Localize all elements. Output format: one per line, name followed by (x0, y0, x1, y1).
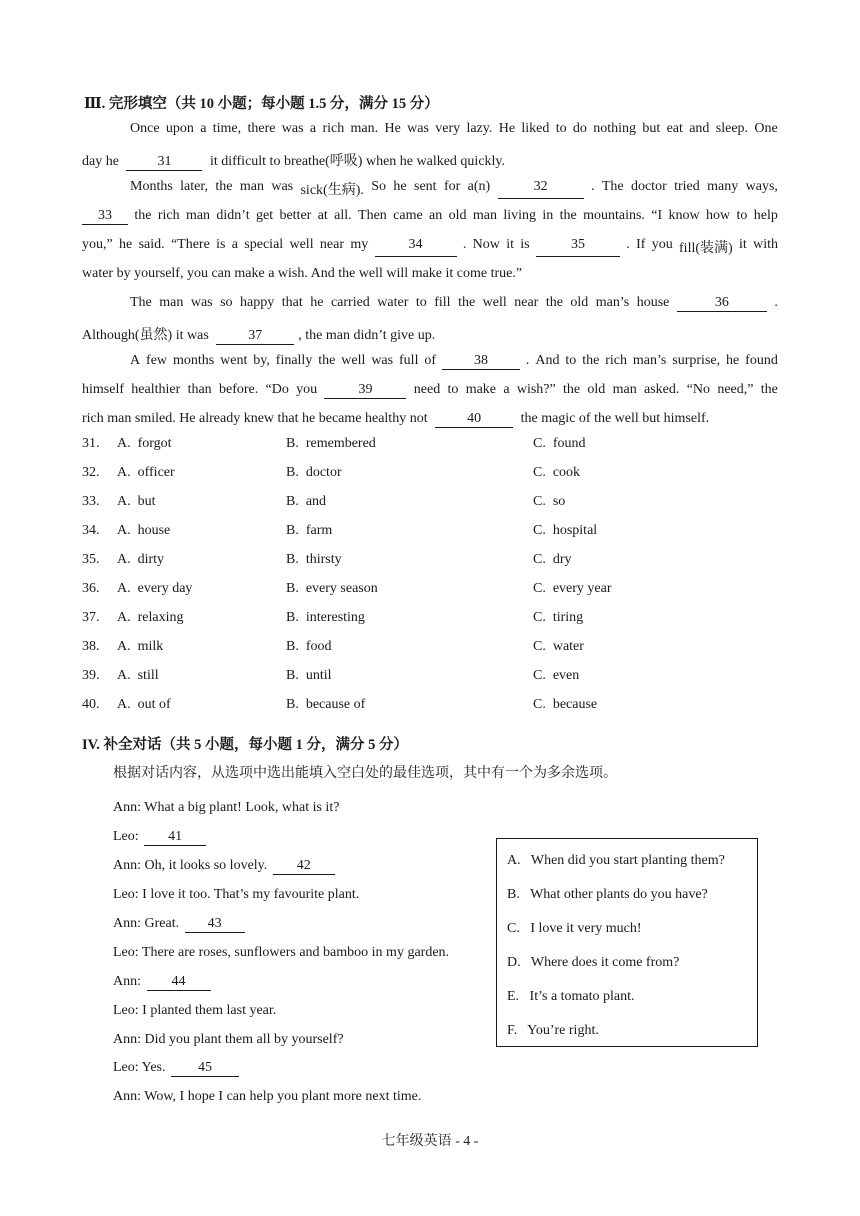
passage-word: tried (674, 179, 700, 194)
option-b[interactable]: B. farm (286, 523, 333, 538)
passage-word: for (443, 179, 461, 194)
answer-blank[interactable]: 45 (171, 1060, 239, 1077)
option-b[interactable]: B. until (286, 668, 332, 683)
choice-option[interactable]: A. When did you start planting them? (507, 853, 725, 868)
dialog-text: Ann: Did you plant them all by yourself? (113, 1032, 344, 1047)
question-number: 33. (82, 494, 100, 509)
choice-option[interactable]: B. What other plants do you have? (507, 887, 708, 902)
passage-word: water (377, 295, 409, 310)
option-a[interactable]: A. dirty (117, 552, 165, 567)
option-c[interactable]: C. so (533, 494, 566, 509)
passage-word: the (563, 382, 581, 397)
passage-word: a (200, 121, 207, 136)
passage-word: near (514, 295, 539, 310)
dialog-line (113, 916, 245, 933)
choice-option[interactable]: F. You’re right. (507, 1023, 599, 1038)
passage-word: Once (130, 121, 160, 136)
dialog-line (113, 945, 449, 961)
passage-word: it (738, 237, 747, 252)
passage-word: living (503, 208, 536, 223)
option-c[interactable]: C. water (533, 639, 584, 654)
passage-line (130, 295, 778, 312)
passage-word: ways, (745, 179, 778, 194)
passage-word: was (371, 353, 394, 368)
passage-word: at (317, 208, 328, 223)
passage-word: full (399, 353, 419, 368)
section-4-title: IV. 补全对话（共 5 小题，每小题 1 分，满分 5 分） (82, 737, 408, 753)
option-a[interactable]: A. still (117, 668, 159, 683)
passage-word: A (130, 353, 141, 368)
passage-word: old (587, 382, 606, 397)
page-footer: 七年级英语 - 4 - (381, 1134, 479, 1149)
passage-word: “Do (265, 382, 289, 397)
question-number: 31. (82, 436, 100, 451)
passage-line (130, 121, 778, 137)
passage-word: found (745, 353, 778, 368)
option-c[interactable]: C. dry (533, 552, 572, 567)
passage-word: help (753, 208, 778, 223)
passage-word: get (255, 208, 274, 223)
option-b[interactable]: B. because of (286, 697, 366, 712)
passage-line (82, 237, 778, 257)
passage-word: near (319, 237, 344, 252)
passage-word: himself (82, 382, 124, 397)
passage-word: If (636, 237, 646, 252)
passage-word: Now (472, 237, 500, 252)
passage-word: few (146, 353, 168, 368)
dialog-text: Ann: (113, 974, 145, 989)
question-number: 34. (82, 523, 100, 538)
passage-word: is (520, 237, 530, 252)
passage-word: how (706, 208, 731, 223)
passage-word: he (310, 295, 324, 310)
passage-word: sleep. (715, 121, 749, 136)
option-b[interactable]: B. food (286, 639, 332, 654)
answer-blank[interactable]: 43 (185, 916, 245, 933)
dialog-text: Ann: Great. (113, 916, 183, 931)
question-number: 38. (82, 639, 100, 654)
option-b[interactable]: B. interesting (286, 610, 365, 625)
passage-word: better (279, 208, 312, 223)
passage-word: upon (165, 121, 194, 136)
option-b[interactable]: B. thirsty (286, 552, 342, 567)
passage-word: was (281, 121, 304, 136)
choice-option[interactable]: C. I love it very much! (507, 921, 642, 936)
passage-word: to (447, 382, 459, 397)
dialog-line (113, 1032, 344, 1048)
passage-word: many (707, 179, 739, 194)
passage-word: “There (170, 237, 210, 252)
option-a[interactable]: A. milk (117, 639, 164, 654)
passage-word: with (753, 237, 778, 252)
passage-word: rich (605, 353, 627, 368)
passage-word: you (651, 237, 673, 252)
dialog-text: Leo: There are roses, sunflowers and bamboo in my garden. (113, 945, 450, 960)
passage-line (130, 179, 778, 199)
dialog-line (113, 858, 335, 875)
dialog-text: Leo: I planted them last year. (113, 1003, 277, 1018)
answer-blank[interactable]: 33 (82, 208, 128, 225)
passage-word: mountains. (583, 208, 645, 223)
option-a[interactable]: A. house (117, 523, 171, 538)
passage-word: to (736, 208, 748, 223)
question-number: 40. (82, 697, 100, 712)
passage-word: man (239, 179, 264, 194)
option-a[interactable]: A. every day (117, 581, 193, 596)
passage-word: doctor (630, 179, 667, 194)
passage-text: water by yourself, you can make a wish. And the well will make it come true.” (82, 266, 523, 281)
passage-word: you,” (82, 237, 113, 252)
passage-word: he (119, 237, 133, 252)
passage-word: was (190, 295, 213, 310)
dialog-line (113, 800, 339, 816)
passage-word: of (424, 353, 437, 368)
passage-word: was (271, 179, 294, 194)
dialog-text: Ann: Oh, it looks so lovely. (113, 858, 271, 873)
dialog-line (113, 829, 206, 846)
passage-word: “No (686, 382, 711, 397)
answer-blank[interactable]: 42 (273, 858, 335, 875)
passage-word: that (281, 295, 303, 310)
passage-word: wish?” (516, 382, 556, 397)
passage-word: later, (180, 179, 208, 194)
passage-line (82, 411, 709, 428)
answer-blank[interactable]: 31 (126, 154, 202, 171)
passage-line (82, 208, 778, 225)
answer-blank[interactable]: 41 (144, 829, 206, 846)
passage-word: it (506, 237, 514, 252)
question-number: 39. (82, 668, 100, 683)
choices-box (496, 838, 758, 1047)
passage-line (130, 353, 778, 370)
passage-word: healthier (131, 382, 181, 397)
passage-word: man. (350, 121, 379, 136)
passage-word: Months (130, 179, 173, 194)
passage-word: One (754, 121, 778, 136)
passage-word: the (582, 353, 600, 368)
passage-word: The (130, 295, 152, 310)
passage-word: need (413, 382, 441, 397)
passage-line (82, 266, 522, 282)
question-number: 32. (82, 465, 100, 480)
option-b[interactable]: B. doctor (286, 465, 342, 480)
option-a[interactable]: A. relaxing (117, 610, 184, 625)
answer-blank[interactable]: 35 (536, 237, 620, 257)
answer-blank[interactable]: 34 (375, 237, 457, 257)
passage-word: old (570, 295, 589, 310)
option-a[interactable]: A. but (117, 494, 156, 509)
passage-word: the (559, 208, 577, 223)
section-4-instruction: 根据对话内容，从选项中选出能填入空白处的最佳选项，其中有一个为多余选项。 (113, 766, 617, 781)
passage-word: surprise, (672, 353, 721, 368)
passage-word: man’s (595, 295, 630, 310)
option-c[interactable]: C. cook (533, 465, 581, 480)
answer-blank[interactable]: 36 (677, 295, 767, 312)
passage-word: was (407, 121, 429, 136)
passage-word: “I (651, 208, 663, 223)
passage-word: special (244, 237, 284, 252)
section-3-title: Ⅲ. 完形填空（共 10 小题；每小题 1.5 分，满分 15 分） (84, 96, 439, 112)
passage-word: carried (330, 295, 370, 310)
passage-word: . (774, 295, 778, 310)
passage-word: old (448, 208, 467, 223)
passage-text: rich man smiled. He already knew that he became healthy not (82, 411, 432, 426)
passage-word: fill (434, 295, 451, 310)
passage-word: So (371, 179, 387, 194)
question-number: 37. (82, 610, 100, 625)
passage-word: than (187, 382, 212, 397)
option-a[interactable]: A. officer (117, 465, 175, 480)
passage-word: and (689, 121, 710, 136)
passage-word: He (384, 121, 401, 136)
passage-word: liked (521, 121, 550, 136)
passage-word: nothing (593, 121, 637, 136)
passage-line (82, 324, 435, 345)
passage-word: there (247, 121, 276, 136)
passage-word: a (231, 237, 238, 252)
choice-option[interactable]: E. It’s a tomato plant. (507, 989, 635, 1004)
question-number: 35. (82, 552, 100, 567)
passage-word: very (435, 121, 461, 136)
dialog-text: Leo: (113, 829, 143, 844)
passage-word: fill(装满) (679, 241, 733, 256)
passage-word: before. (218, 382, 259, 397)
passage-word: time, (212, 121, 242, 136)
passage-word: make (465, 382, 497, 397)
passage-word: happy (240, 295, 275, 310)
passage-text: the magic of the well but himself. (517, 411, 710, 426)
dialog-line (113, 1089, 421, 1105)
choice-option[interactable]: D. Where does it come from? (507, 955, 680, 970)
passage-word: rich (322, 121, 345, 136)
option-c[interactable]: C. because (533, 697, 598, 712)
passage-word: he (393, 179, 407, 194)
passage-word: but (642, 121, 661, 136)
passage-word: And (535, 353, 560, 368)
passage-word: man (472, 208, 497, 223)
option-b[interactable]: B. and (286, 494, 327, 509)
passage-word: my (350, 237, 369, 252)
passage-word: came (393, 208, 423, 223)
passage-word: house (636, 295, 670, 310)
dialog-line (113, 887, 359, 903)
dialog-line (113, 1003, 276, 1019)
dialog-text: Leo: Yes. (113, 1060, 170, 1075)
passage-word: He (498, 121, 516, 136)
option-b[interactable]: B. every season (286, 581, 378, 596)
passage-word: didn’t (216, 208, 250, 223)
passage-word: eat (666, 121, 683, 136)
passage-word: lazy. (466, 121, 493, 136)
passage-word: The (601, 179, 624, 194)
passage-word: know (668, 208, 700, 223)
dialog-line (113, 974, 211, 991)
answer-blank[interactable]: 37 (216, 328, 294, 345)
answer-blank[interactable]: 38 (442, 353, 520, 370)
passage-word: the (545, 295, 563, 310)
option-a[interactable]: A. forgot (117, 436, 172, 451)
passage-word: do (572, 121, 587, 136)
dialog-text: Leo: I love it too. That’s my favourite plant. (113, 887, 360, 902)
passage-word: a (503, 382, 510, 397)
passage-word: an (429, 208, 443, 223)
option-b[interactable]: B. remembered (286, 436, 376, 451)
question-number: 36. (82, 581, 100, 596)
passage-word: . (525, 353, 530, 368)
passage-word: to (415, 295, 427, 310)
option-c[interactable]: C. even (533, 668, 580, 683)
answer-blank[interactable]: 44 (147, 974, 211, 991)
passage-word: is (216, 237, 226, 252)
passage-word: sick(生病). (300, 183, 364, 198)
passage-word: man (185, 208, 211, 223)
passage-word: . (590, 179, 595, 194)
answer-blank[interactable]: 32 (498, 179, 584, 199)
passage-word: to (565, 353, 577, 368)
passage-word: by, (253, 353, 270, 368)
passage-word: sent (414, 179, 437, 194)
passage-word: rich (157, 208, 180, 223)
passage-text: , the man didn’t give up. (298, 328, 436, 343)
option-a[interactable]: A. out of (117, 697, 171, 712)
option-c[interactable]: C. tiring (533, 610, 584, 625)
answer-blank[interactable]: 39 (324, 382, 406, 399)
passage-word: the (318, 353, 336, 368)
dialog-text: Ann: Wow, I hope I can help you plant more next time. (113, 1089, 422, 1104)
passage-word: a (309, 121, 317, 136)
passage-text: day he (82, 154, 123, 169)
answer-blank[interactable]: 40 (435, 411, 513, 428)
passage-word: months (172, 353, 215, 368)
passage-word: the (215, 179, 233, 194)
passage-word: well (482, 295, 507, 310)
option-c[interactable]: C. hospital (533, 523, 598, 538)
passage-word: well (289, 237, 314, 252)
passage-text: it difficult to breathe(呼吸) when he walked quickly. (206, 154, 506, 169)
dialog-line (113, 1060, 239, 1077)
dialog-text: Ann: What a big plant! Look, what is it? (113, 800, 340, 815)
passage-word: asked. (644, 382, 680, 397)
passage-word: . (462, 237, 467, 252)
passage-word: he (726, 353, 740, 368)
passage-line (82, 382, 778, 399)
passage-text: Although(虽然) it was (82, 328, 213, 343)
passage-word: went (220, 353, 248, 368)
passage-line (82, 150, 505, 171)
passage-word: you (296, 382, 318, 397)
passage-word: the (134, 208, 152, 223)
passage-word: said. (138, 237, 165, 252)
passage-word: to (555, 121, 567, 136)
passage-word: Then (358, 208, 387, 223)
passage-word: well (341, 353, 366, 368)
passage-word: so (220, 295, 233, 310)
passage-word: man (159, 295, 184, 310)
passage-word: finally (275, 353, 313, 368)
passage-word: man (612, 382, 637, 397)
passage-word: the (458, 295, 476, 310)
passage-word: the (760, 382, 778, 397)
passage-word: a(n) (467, 179, 491, 194)
passage-word: all. (334, 208, 352, 223)
option-c[interactable]: C. every year (533, 581, 612, 596)
passage-word: . (626, 237, 630, 252)
passage-word: in (542, 208, 554, 223)
passage-word: man’s (632, 353, 667, 368)
passage-word: need,” (717, 382, 754, 397)
option-c[interactable]: C. found (533, 436, 586, 451)
